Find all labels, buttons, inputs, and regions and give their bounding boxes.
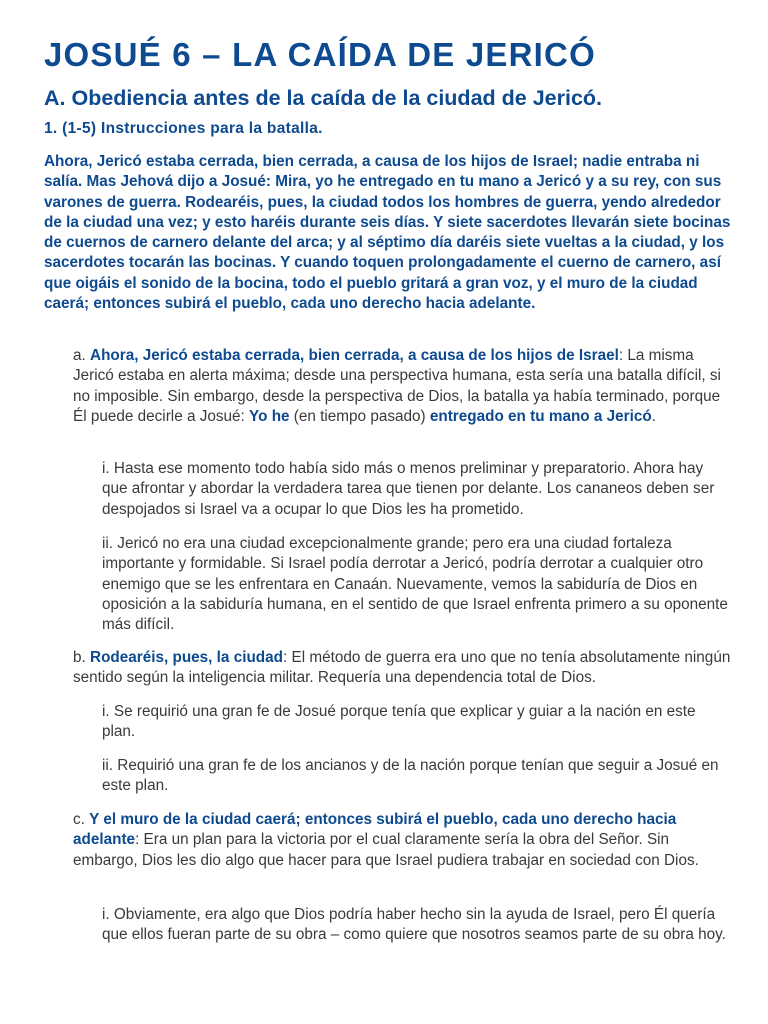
section-heading: A. Obediencia antes de la caída de la ciudad de Jericó. xyxy=(44,86,603,110)
point-a xyxy=(73,346,733,427)
point-text: . xyxy=(651,407,656,425)
point-c xyxy=(73,810,733,871)
point-text: (en tiempo pasado) xyxy=(289,407,430,425)
point-lead: Rodearéis, pues, la ciudad xyxy=(90,649,283,666)
point-highlight: entregado en tu mano a Jericó xyxy=(429,407,652,425)
subsection-heading: 1. (1-5) Instrucciones para la batalla. xyxy=(44,120,323,137)
subpoint-b-ii: ii. Requirió una gran fe de los ancianos y de la nación porque tenían que seguir a Josué en este plan. xyxy=(102,757,719,795)
point-highlight: Yo he xyxy=(249,407,290,425)
subpoint-a-i: i. Hasta ese momento todo había sido más o menos preliminar y preparatorio. Ahora hay que afrontar y abordar la verdadera tarea que tienen por delante. Los cananeos deben ser despojados si Israel va a ocupar lo que Dios les ha prometido. xyxy=(102,460,715,518)
point-text: : El método de guerra era uno que no tenía absolutamente ningún sentido según la inteligencia militar. Requería una dependencia total de Dios. xyxy=(73,649,731,687)
point-marker: c. xyxy=(73,811,90,828)
point-marker: b. xyxy=(73,649,91,666)
point-text: : La misma Jericó estaba en alerta máxima; desde una perspectiva humana, esta sería una batalla difícil, si no imposible. Sin embargo, desde la perspectiva de Dios, la batalla ya había terminado, porque Él puede decirle a Josué: xyxy=(73,347,721,425)
subpoint-b-i: i. Se requirió una gran fe de Josué porque tenía que explicar y guiar a la nación en este plan. xyxy=(102,703,696,741)
page-title: JOSUÉ 6 – LA CAÍDA DE JERICÓ xyxy=(44,36,596,73)
point-b xyxy=(73,648,733,689)
point-lead: Ahora, Jericó estaba cerrada, bien cerrada, a causa de los hijos de Israel xyxy=(90,347,619,364)
subpoint-a-ii: ii. Jericó no era una ciudad excepcionalmente grande; pero era una ciudad fortaleza importante y formidable. Si Israel podía derrotar a Jericó, podría derrotar a cualquier otro enemigo que se les enfrentara en Canaán. Nuevamente, vemos la sabiduría de Dios en oposición a la sabiduría humana, en el sentido de que Israel enfrenta primero a su oponente más difícil. xyxy=(102,535,728,634)
scripture-passage: Ahora, Jericó estaba cerrada, bien cerrada, a causa de los hijos de Israel; nadie entraba ni salía. Mas Jehová dijo a Josué: Mira, yo he entregado en tu mano a Jericó y a su rey, con sus varones de guerra. Rodearéis, pues, la ciudad todos los hombres de guerra, yendo alrededor de la ciudad una vez; y esto haréis durante seis días. Y siete sacerdotes llevarán siete bocinas de cuernos de carnero delante del arca; y al séptimo día daréis siete vueltas a la ciudad, y los sacerdotes tocarán las bocinas. Y cuando toquen prolongadamente el cuerno de carnero, así que oigáis el sonido de la bocina, todo el pueblo gritará a gran voz, y el muro de la ciudad caerá; entonces subirá el pueblo, cada uno derecho hacia adelante. xyxy=(44,153,731,313)
point-lead: Y el muro de la ciudad caerá; entonces subirá el pueblo, cada uno derecho hacia adelante xyxy=(73,811,677,849)
subpoint-c-i: i. Obviamente, era algo que Dios podría haber hecho sin la ayuda de Israel, pero Él quería que ellos fueran parte de su obra – como quiere que nosotros seamos parte de su obra hoy. xyxy=(102,906,726,944)
point-marker: a. xyxy=(73,347,91,364)
point-text: : Era un plan para la victoria por el cual claramente sería la obra del Señor. Sin embargo, Dios les dio algo que hacer para que Israel pudiera trabajar en sociedad con Dios. xyxy=(73,831,699,869)
